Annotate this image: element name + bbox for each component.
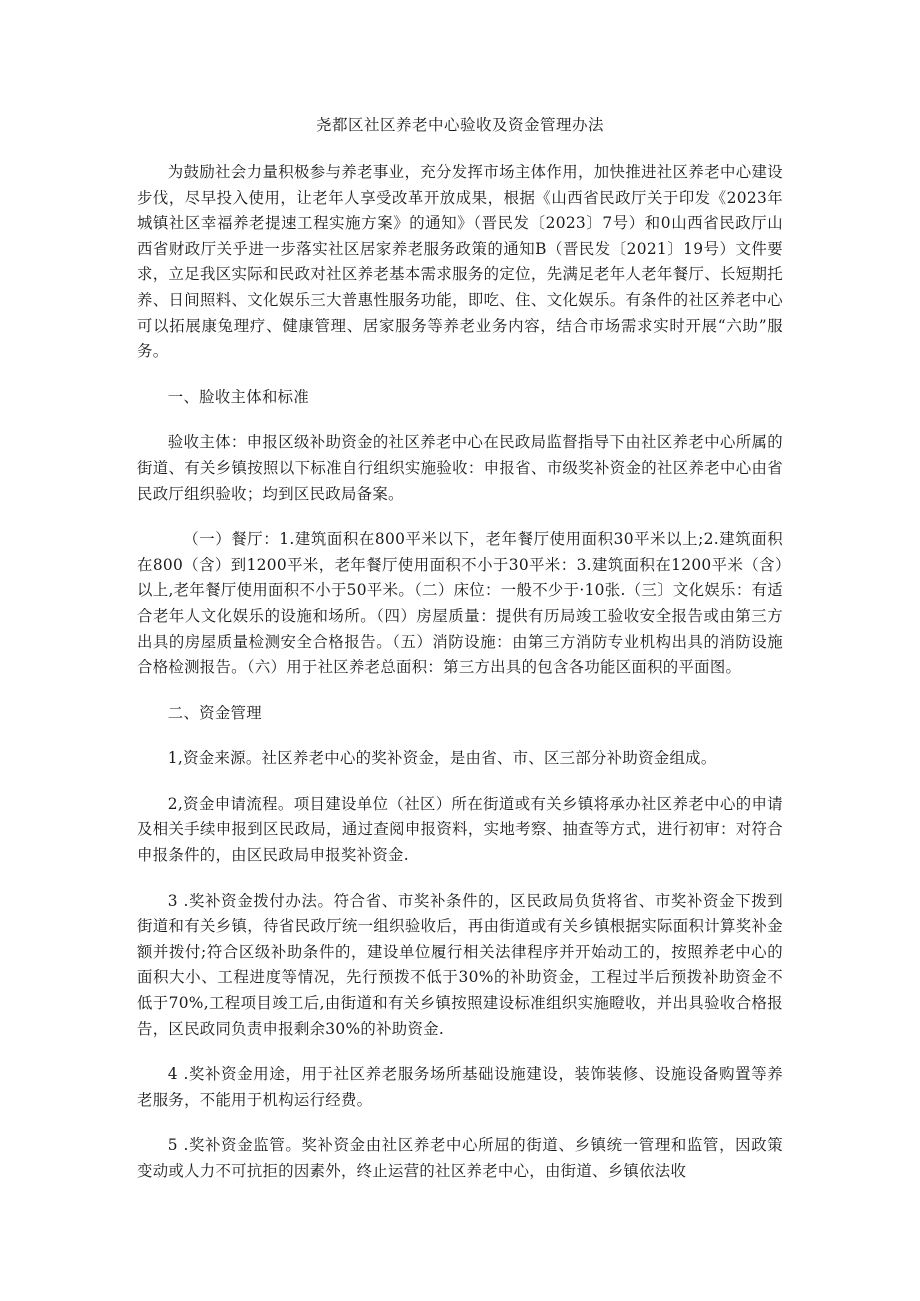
acceptance-standards-paragraph: （一）餐厅：1.建筑面积在800平米以下，老年餐厅使用面积30平米以上;2.建筑面积在800（含）到1200平米，老年餐厅使用面积不小于30平米：3.建筑面积在1200平米（含）以上,老年餐厅使用面积不小于50平米。（二）床位：一般不少于·10张.（三〕文化娱乐：有适合老年人文化娱乐的设施和场所。（四）房屋质量：提供有历局竣工验收安全报告或由第三方出具的房屋质量检测安全合格报告。（五）消防设施：由第三方消防专业机构出具的消防设施合格检测报告。（六）用于社区养老总面积：第三方出具的包含各功能区面积的平面图。 — [137, 530, 783, 677]
section-heading-funds: 二、资金管理 — [167, 703, 262, 722]
intro-paragraph: 为鼓励社会力量积极参与养老事业，充分发挥市场主体作用，加快推进社区养老中心建设步伐，尽早投入使用，让老年人享受改革开放成果，根据《山西省民政厅关于印发《2023年城镇社区幸福养老提速工程实施方案》的通知》（晋民发〔2023〕7号）和0山西省民政厅山西省财政厅关乎进一步落实社区居家养老服务政策的通知B（晋民发〔2021〕19号）文件要求，立足我区实际和民政对社区养老基本需求服务的定位，先满足老年人老年餐厅、长短期托养、日间照料、文化娱乐三大普惠性服务功能，即吃、住、文化娱乐。有条件的社区养老中心可以拓展康兔理疗、健康管理、居家服务等养老业务内容，结合市场需求实时开展“六助”服务。 — [137, 163, 783, 361]
funds-item-usage: 4 .奖补资金用途，用于社区养老服务场所基础设施建设，装饰装修、设施设备购置等养老服务，不能用于机构运行经费。 — [137, 1065, 783, 1109]
acceptance-subject-paragraph: 验收主体：申报区级补助资金的社区养老中心在民政局监督指导下由社区养老中心所属的街道、有关乡镇按照以下标准自行组织实施验收：申报省、市级奖补资金的社区养老中心由省民政厅组织验收；均到区民政局备案。 — [137, 433, 783, 503]
section-heading-acceptance: 一、脸收主体和标准 — [167, 387, 310, 406]
funds-item-source: 1,资金来源。社区养老中心的奖补资金，是由省、市、区三部分补助资金组成。 — [167, 749, 717, 768]
funds-item-supervision: 5 .奖补资金监管。奖补资金由社区养老中心所屈的街道、乡镇统一管理和监管，因政策变动或人力不可抗拒的因素外，终止运营的社区养老中心，由街道、乡镇依法收 — [137, 1136, 783, 1180]
funds-item-disbursement: 3 .奖补资金拨付办法。符合省、市奖补条件的，区民政局负货将省、市奖补资金下拨到街道和有关乡镇，待省民政厅统一组织验收后，再由街道或有关乡镇根据实际面积计算奖补金额并拨付;符合区级补助条件的，建设单位履行相关法律程序并开始动工的，按照养老中心的面积大小、工程进度等情况，先行预拨不低于30%的补助资金，工程过半后预拨补助资金不低于70%,工程项目竣工后,由街道和有关乡镇按照建设标准组织实施瞪收，并出具验收合格报告，区民政同负责申报剩余30%的补助资金. — [137, 891, 783, 1038]
document-title: 尧都区社区养老中心验收及资金管理办法 — [315, 116, 604, 134]
funds-item-application: 2,资金申请流程。项目建设单位（社区）所在街道或有关乡镇将承办社区养老中心的申请及相关手续申报到区民政局，通过查阅申报资料，实地考察、抽查等方式，进行初审：对符合申报条件的，由区民政局申报奖补资金. — [137, 794, 783, 865]
